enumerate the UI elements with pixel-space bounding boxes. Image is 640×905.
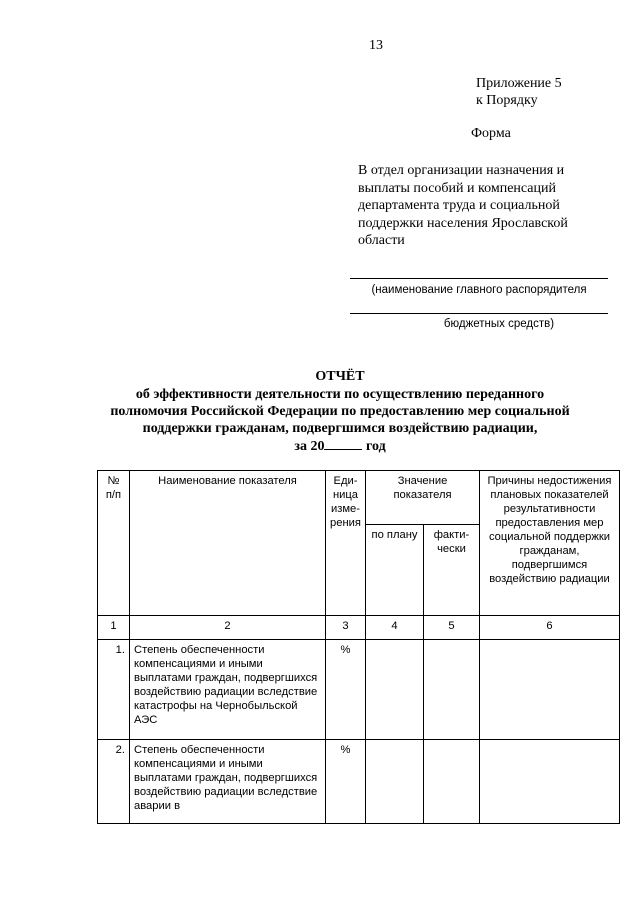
form-label: Форма xyxy=(471,126,511,141)
report-year xyxy=(80,437,600,455)
table-row xyxy=(98,640,620,740)
appendix-line-1: Приложение 5 xyxy=(476,76,562,91)
subtitle-line-2: полномочия Российской Федерации по предоставлению мер социальной xyxy=(110,404,570,419)
addressee-block: В отдел организации назначения и выплаты пособий и компенсаций департамента труда и социальной поддержки населения Ярославской области xyxy=(358,163,568,248)
appendix-reference xyxy=(476,75,562,109)
column-number: 3 xyxy=(326,616,366,640)
header-actual: факти-чески xyxy=(424,524,480,615)
unit-cell: % xyxy=(326,740,366,824)
column-number: 2 xyxy=(130,616,326,640)
caption-line-1: (наименование главного распорядителя xyxy=(371,284,587,296)
header-unit: Еди-ница изме-рения xyxy=(326,471,366,616)
row-number: 1. xyxy=(98,640,130,740)
report-title: ОТЧЁТ xyxy=(315,369,365,384)
subtitle-line-1: об эффективности деятельности по осуществлению переданного xyxy=(135,387,545,402)
header-name: Наименование показателя xyxy=(130,471,326,616)
actual-cell xyxy=(424,740,480,824)
column-number: 1 xyxy=(98,616,130,640)
report-table xyxy=(97,470,620,824)
year-suffix: год xyxy=(365,439,386,454)
report-subtitle xyxy=(80,386,600,455)
caption-line-2: бюджетных средств) xyxy=(443,318,555,330)
signature-line-1 xyxy=(350,278,608,279)
row-number: 2. xyxy=(98,740,130,824)
header-plan: по плану xyxy=(366,524,424,615)
appendix-line-2: к Порядку xyxy=(476,93,538,108)
column-number: 6 xyxy=(480,616,620,640)
unit-cell: % xyxy=(326,640,366,740)
header-num: № п/п xyxy=(98,471,130,616)
year-prefix: за 20 xyxy=(294,439,325,454)
subtitle-line-3: поддержки гражданам, подвергшимся воздействию радиации, xyxy=(142,421,538,436)
indicator-name: Степень обеспеченности компенсациями и иными выплатами граждан, подвергшихся воздействию радиации вследствие катастрофы на Чернобыльской АЭС xyxy=(130,640,326,740)
actual-cell xyxy=(424,640,480,740)
indicator-name: Степень обеспеченности компенсациями и иными выплатами граждан, подвергшихся воздействию радиации вследствие аварии в xyxy=(130,740,326,824)
page-number: 13 xyxy=(369,38,383,53)
reasons-cell xyxy=(480,740,620,824)
plan-cell xyxy=(366,740,424,824)
reasons-cell xyxy=(480,640,620,740)
column-number-row xyxy=(98,616,620,640)
table-row xyxy=(98,740,620,824)
plan-cell xyxy=(366,640,424,740)
signature-line-2 xyxy=(350,313,608,314)
header-row xyxy=(98,471,620,525)
header-reasons: Причины недостижения плановых показателей результативности предоставления мер социальной поддержки гражданам, подвергшимся воздействию радиации xyxy=(480,471,620,616)
header-value: Значение показателя xyxy=(366,471,480,525)
year-blank xyxy=(324,437,362,450)
column-number: 4 xyxy=(366,616,424,640)
column-number: 5 xyxy=(424,616,480,640)
